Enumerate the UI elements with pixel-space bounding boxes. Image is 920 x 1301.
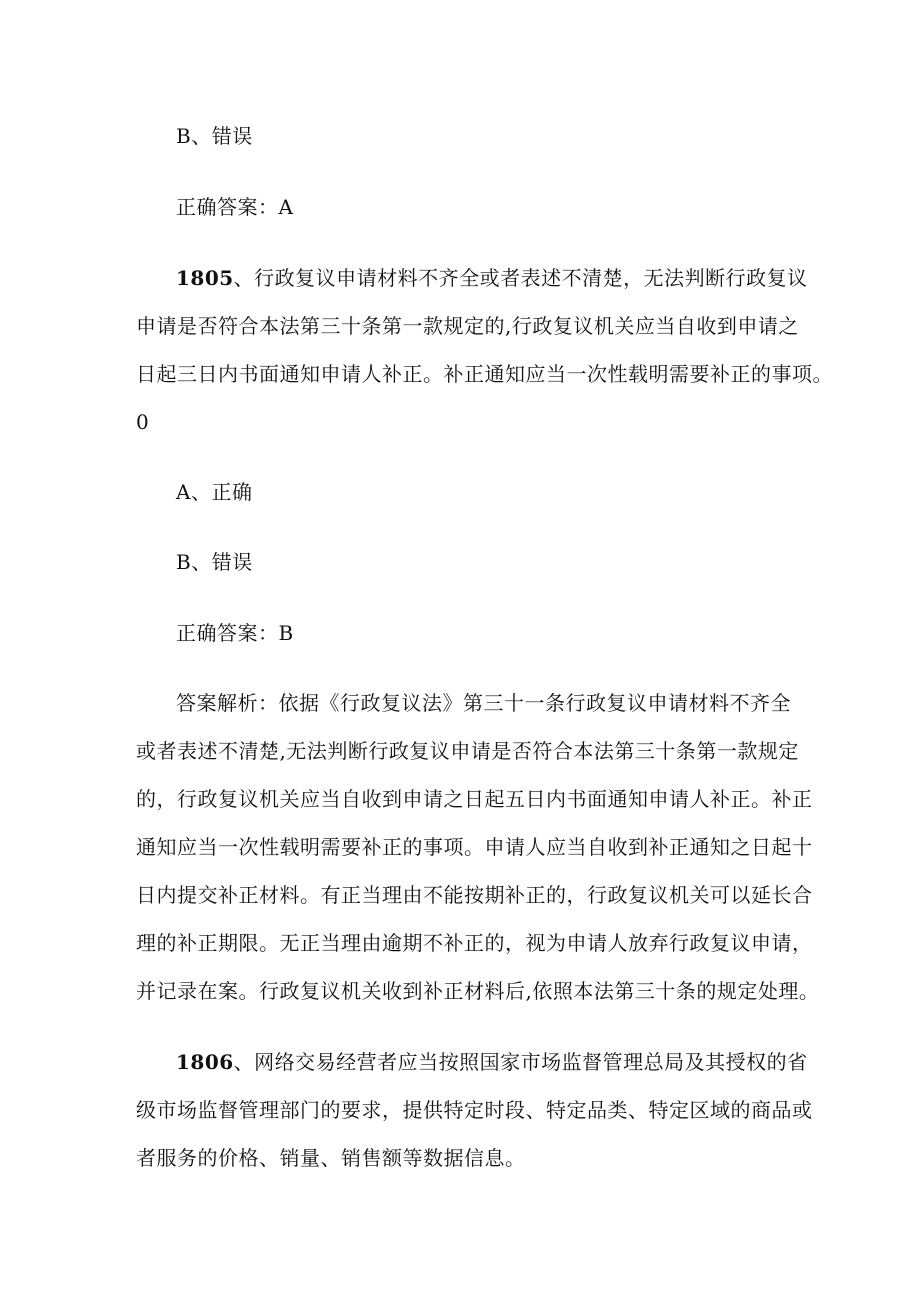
analysis-1805-line-3: 的，行政复议机关应当自收到申请之日起五日内书面通知申请人补正。补正 bbox=[136, 787, 813, 811]
option-b-1804: B、错误 bbox=[176, 124, 253, 148]
analysis-1805-line-7: 并记录在案。行政复议机关收到补正材料后,依照本法第三十条的规定处理。 bbox=[136, 979, 820, 1003]
question-number-1805: 1805 bbox=[176, 266, 234, 290]
answer-1804: 正确答案：A bbox=[176, 195, 294, 219]
analysis-1805-line-2: 或者表述不清楚,无法判断行政复议申请是否符合本法第三十条第一款规定 bbox=[136, 739, 799, 763]
analysis-1805-line-4: 通知应当一次性载明需要补正的事项。申请人应当自收到补正通知之日起十 bbox=[136, 835, 813, 859]
question-1805-line-2: 申请是否符合本法第三十条第一款规定的,行政复议机关应当自收到申请之 bbox=[136, 314, 799, 338]
option-b-1805: B、错误 bbox=[176, 550, 253, 574]
analysis-1805-line-5: 日内提交补正材料。有正当理由不能按期补正的，行政复议机关可以延长合 bbox=[136, 883, 813, 907]
analysis-1805-line-6: 理的补正期限。无正当理由逾期不补正的，视为申请人放弃行政复议申请， bbox=[136, 931, 813, 955]
question-1805-line-3: 日起三日内书面通知申请人补正。补正通知应当一次性载明需要补正的事项。 bbox=[136, 362, 833, 386]
question-1806-text-1: 、网络交易经营者应当按照国家市场监督管理总局及其授权的省 bbox=[233, 1050, 808, 1074]
question-1805-line-4: 0 bbox=[136, 410, 150, 434]
answer-1805: 正确答案：B bbox=[176, 621, 294, 645]
analysis-1805-line-1: 答案解析：依据《行政复议法》第三十一条行政复议申请材料不齐全 bbox=[176, 691, 791, 715]
question-1806-line-3: 者服务的价格、销量、销售额等数据信息。 bbox=[136, 1146, 526, 1170]
option-a-1805: A、正确 bbox=[176, 480, 253, 504]
question-1805-line-1 bbox=[176, 266, 808, 290]
question-1806-line-1 bbox=[176, 1050, 808, 1074]
question-1806-line-2: 级市场监督管理部门的要求，提供特定时段、特定品类、特定区域的商品或 bbox=[136, 1098, 813, 1122]
question-number-1806: 1806 bbox=[176, 1050, 234, 1074]
question-1805-text-1: 、行政复议申请材料不齐全或者表述不清楚，无法判断行政复议 bbox=[233, 266, 808, 290]
